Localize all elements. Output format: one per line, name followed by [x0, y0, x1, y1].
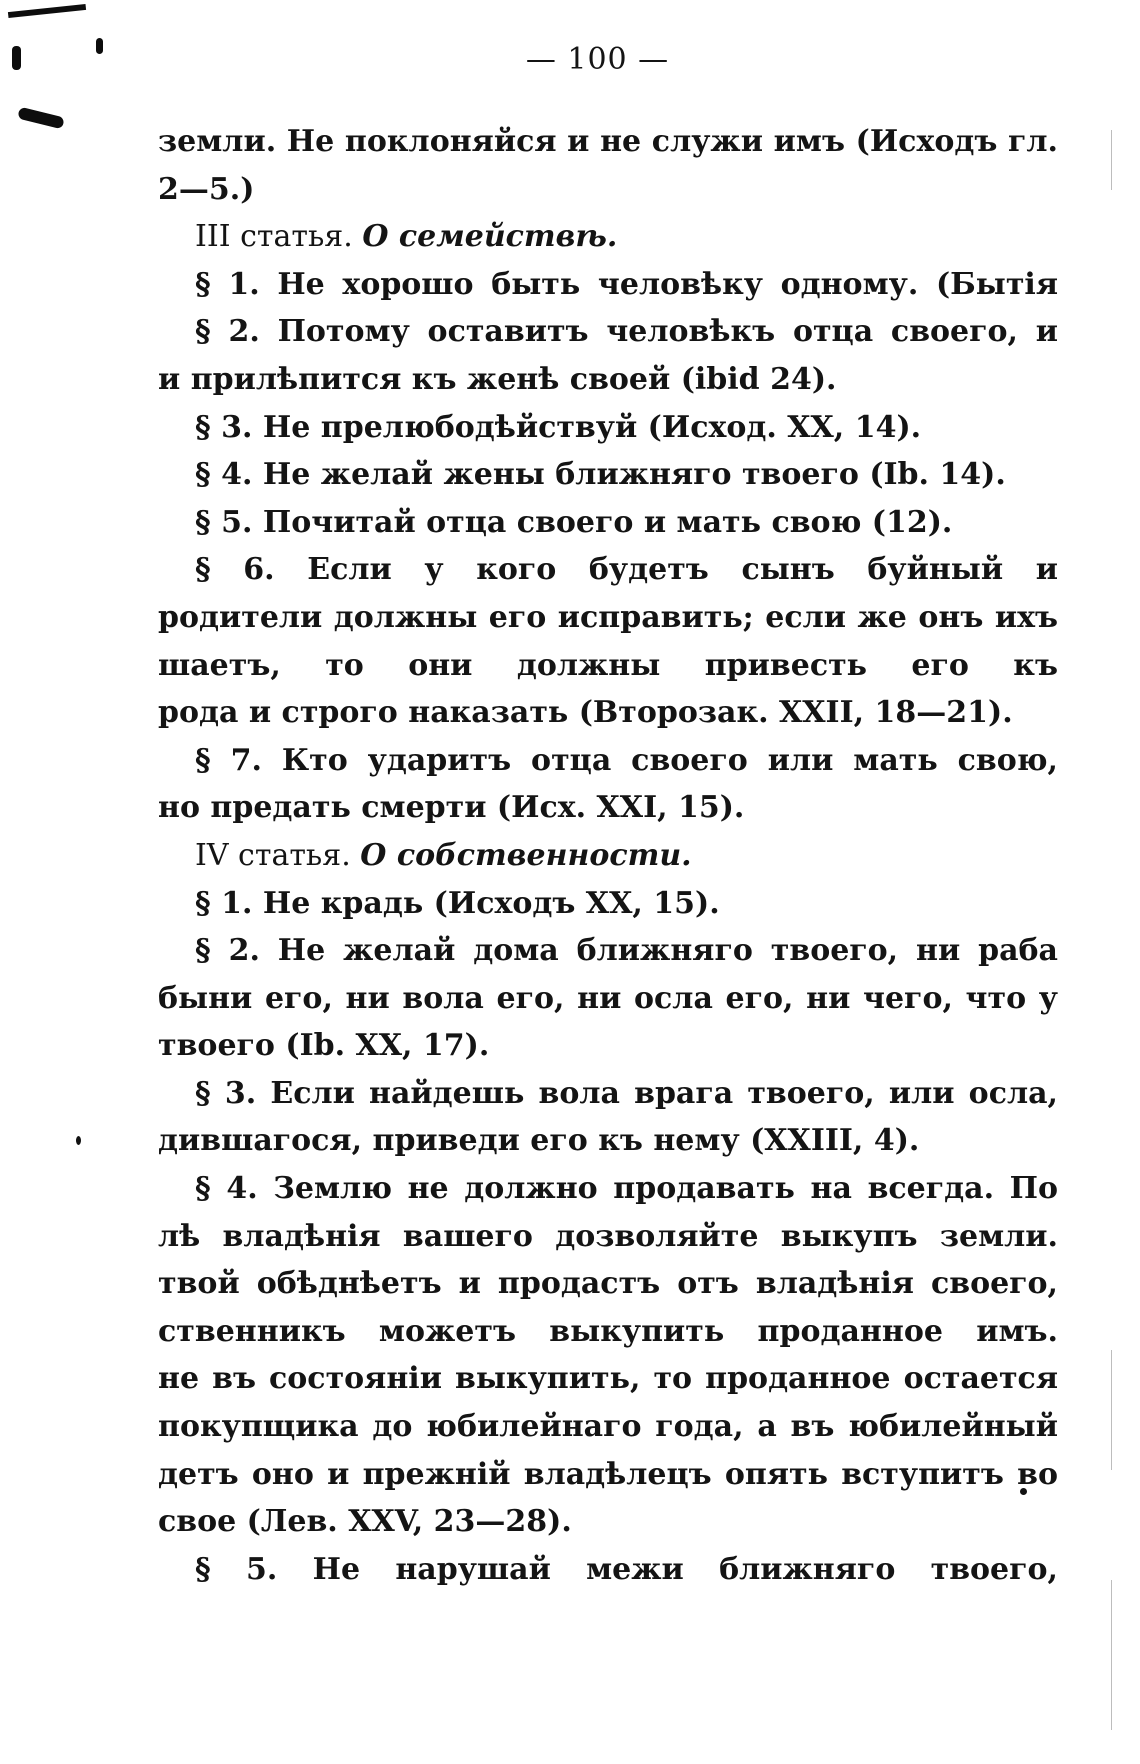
text-line: земли. Не поклоняйся и не служи имъ (Исходъ гл.	[158, 124, 1058, 159]
scan-edge-line	[1111, 1580, 1112, 1730]
text-line: § 5. Почитай отца своего и мать свою (12).	[195, 504, 953, 540]
text-line: § 7. Кто ударитъ отца своего или мать свою,	[195, 742, 1058, 778]
text-line: твой обѣднѣетъ и продастъ отъ владѣнія своего,	[158, 1266, 1058, 1302]
scan-edge-line	[1111, 130, 1112, 190]
text-line: § 3. Не прелюбодѣйствуй (Исход. XX, 14).	[195, 409, 922, 445]
text-line: родители должны его исправить; если же онъ ихъ	[158, 599, 1058, 635]
text-line: рода и строго наказать (Второзак. XXII, 18—21).	[158, 695, 1013, 731]
scan-edge-line	[1111, 1350, 1112, 1470]
text-line: детъ оно и прежній владѣлецъ опять вступитъ во	[158, 1456, 1058, 1492]
page-number: — 100 —	[525, 42, 670, 77]
text-line: шаетъ, то они должны привесть его къ	[158, 647, 1058, 683]
text-line: лѣ владѣнія вашего дозволяйте выкупъ земли.	[158, 1218, 1058, 1254]
body-text	[158, 118, 1058, 1593]
ink-mark	[17, 107, 65, 130]
text-line: § 6. Если у кого будетъ сынъ буйный и	[195, 552, 1058, 588]
section-title: О собственности.	[360, 837, 692, 873]
text-line: дившагося, приведи его къ нему (XXIII, 4).	[158, 1123, 920, 1159]
section-title: О семействѣ.	[362, 219, 618, 255]
section-heading	[158, 832, 1058, 880]
text-line: § 5. Не нарушай межи ближняго твоего,	[195, 1551, 1058, 1587]
text-line: § 4. Землю не должно продавать на всегда. По	[195, 1171, 1058, 1207]
text-line: § 1. Не хорошо быть человѣку одному. (Бытія	[195, 266, 1058, 302]
text-line: § 2. Не желай дома ближняго твоего, ни раба	[195, 933, 1058, 969]
text-line: быни его, ни вола его, ни осла его, ни чего, что у	[158, 980, 1058, 1016]
section-number: III статья.	[195, 219, 363, 255]
section-number: IV статья.	[195, 837, 361, 873]
text-line: не въ состояніи выкупить, то проданное остается	[158, 1361, 1058, 1397]
ink-speck	[76, 1136, 81, 1145]
text-line: 2—5.)	[158, 171, 255, 207]
ink-mark	[8, 4, 86, 18]
text-line: § 2. Потому оставитъ человѣкъ отца своего, и	[195, 314, 1058, 350]
text-line: § 4. Не желай жены ближняго твоего (Ib. 14).	[195, 457, 1006, 493]
text-line: свое (Лев. XXV, 23—28).	[158, 1504, 572, 1540]
text-line: ственникъ можетъ выкупить проданное имъ.	[158, 1313, 1058, 1349]
text-line: покупщика до юбилейнаго года, а въ юбилейный	[158, 1409, 1058, 1445]
text-line: но предать смерти (Исх. XXI, 15).	[158, 790, 745, 826]
text-line: твоего (Ib. XX, 17).	[158, 1028, 490, 1064]
section-heading	[158, 213, 1058, 261]
text-line: § 3. Если найдешь вола врага твоего, или осла,	[195, 1075, 1058, 1111]
text-line: и прилѣпится къ женѣ своей (ibid 24).	[158, 361, 837, 397]
text-line: § 1. Не крадь (Исходъ XX, 15).	[195, 885, 720, 921]
